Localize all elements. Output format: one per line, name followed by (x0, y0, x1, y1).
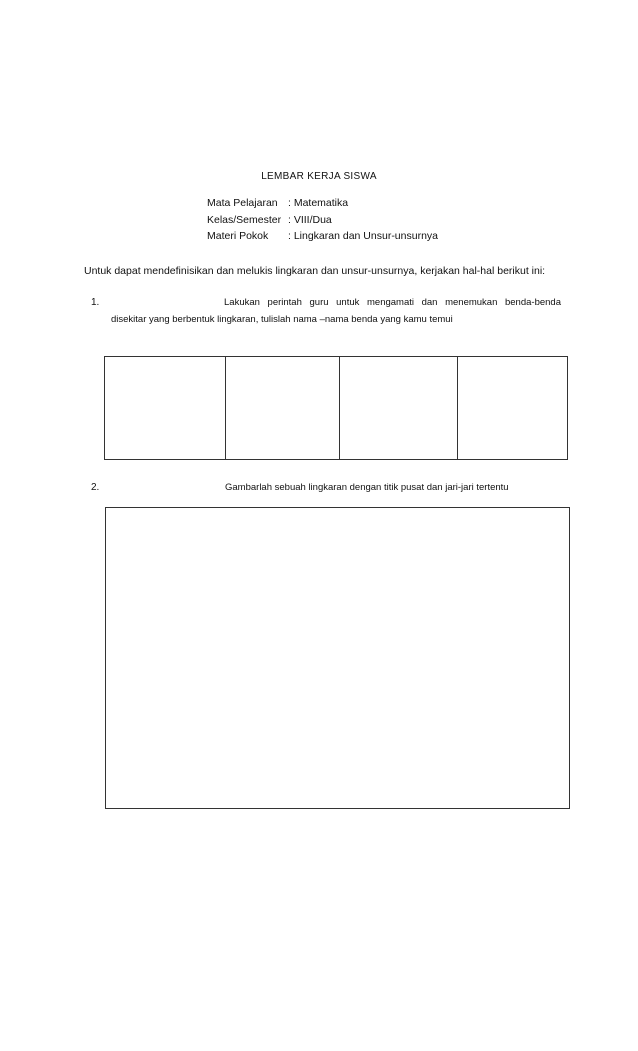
task-1-instruction-continued: disekitar yang berbentuk lingkaran, tulislah nama –nama benda yang kamu temui (111, 314, 453, 325)
meta-label-subject: Mata Pelajaran (207, 197, 278, 209)
task-2-instruction: Gambarlah sebuah lingkaran dengan titik pusat dan jari-jari tertentu (225, 482, 509, 493)
meta-label-topic: Materi Pokok (207, 230, 269, 242)
task-1-number: 1. (91, 297, 100, 308)
task-2-number: 2. (91, 482, 100, 493)
answer-table (104, 356, 568, 460)
meta-value-class: : VIII/Dua (288, 214, 332, 226)
answer-cell-4[interactable] (458, 357, 567, 459)
drawing-area[interactable] (105, 507, 570, 809)
answer-cell-1[interactable] (105, 357, 226, 459)
meta-label-class: Kelas/Semester (207, 214, 282, 226)
worksheet-title: LEMBAR KERJA SISWA (261, 171, 377, 182)
answer-cell-3[interactable] (340, 357, 458, 459)
meta-value-topic: : Lingkaran dan Unsur-unsurnya (288, 230, 439, 242)
meta-value-subject: : Matematika (288, 197, 349, 209)
intro-text: Untuk dapat mendefinisikan dan melukis lingkaran dan unsur-unsurnya, kerjakan hal-hal berikut ini: (84, 265, 546, 277)
answer-cell-2[interactable] (226, 357, 340, 459)
task-1-instruction: Lakukan perintah guru untuk mengamati dan menemukan benda-benda (224, 297, 561, 308)
